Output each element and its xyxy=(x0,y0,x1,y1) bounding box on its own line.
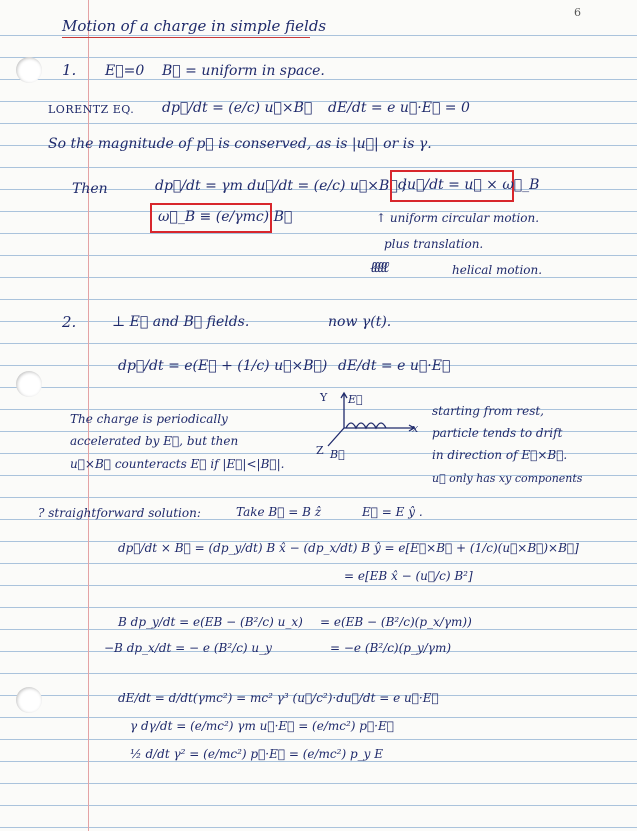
energy-equation-3: ½ d/dt γ² = (e/mc²) p⃗·E⃗ = (e/mc²) p_y E xyxy=(130,747,383,761)
energy-equation: dE/dt = e u⃗·E⃗ = 0 xyxy=(328,100,470,116)
axis-x-label: x xyxy=(412,422,419,435)
component-equation-1-right: = e(EB − (B²/c)(p_x/γm)) xyxy=(320,615,472,629)
punch-hole xyxy=(16,687,42,713)
magnitude-note: So the magnitude of p⃗ is conserved, as is |u⃗| or is γ. xyxy=(48,136,432,152)
solution-label: ? straightforward solution: xyxy=(38,506,201,520)
now-gamma: now γ(t). xyxy=(328,314,392,330)
dp-equation: dp⃗/dt = e(E⃗ + (1/c) u⃗×B⃗) xyxy=(118,358,328,374)
section-2-number: 2. xyxy=(62,313,77,331)
helix-symbol: ℓℓℓℓℓ xyxy=(370,258,387,276)
take-b: Take B⃗ = B ẑ xyxy=(236,505,322,519)
drift-path xyxy=(346,423,386,428)
punch-hole xyxy=(16,371,42,397)
page-number: 6 xyxy=(574,6,581,19)
drift-note-line-1: starting from rest, xyxy=(432,404,544,418)
component-equation-2-left: −B dp_x/dt = − e (B²/c) u_y xyxy=(104,641,272,655)
boxed-omega-text: ω⃗_B ≡ (e/γmc) B⃗ xyxy=(158,209,293,225)
condition-e: E⃗=0 xyxy=(105,63,145,79)
drift-note-line-4: u⃗ only has xy components xyxy=(432,472,583,485)
title-underline xyxy=(62,37,310,38)
energy-equation-2: γ dγ/dt = (e/mc²) γm u⃗·E⃗ = (e/mc²) p⃗·E⃗ xyxy=(130,719,394,733)
translation-note: plus translation. xyxy=(384,237,484,251)
lorentz-label: LORENTZ EQ. xyxy=(48,103,135,116)
axis-b-label: B⃗ xyxy=(330,448,345,461)
drift-note-line-3: in direction of E⃗×B⃗. xyxy=(432,448,568,462)
punch-hole xyxy=(16,57,42,83)
take-e: E⃗ = E ŷ . xyxy=(362,505,423,519)
component-equation-2-right: = −e (B²/c)(p_y/γm) xyxy=(330,641,452,655)
section-2-heading: ⊥ E⃗ and B⃗ fields. xyxy=(112,314,250,330)
condition-b: B⃗ = uniform in space. xyxy=(162,63,325,79)
accel-note-line-1: The charge is periodically xyxy=(70,412,228,426)
axis-z-label: Z xyxy=(316,444,324,457)
cross-equation-1: dp⃗/dt × B⃗ = (dp_y/dt) B x̂ − (dp_x/dt) B ŷ = e[E⃗×B⃗ + (1/c)(u⃗×B⃗)×B⃗] xyxy=(118,541,579,555)
circular-motion-note: ↑ uniform circular motion. xyxy=(376,211,540,225)
helical-note: helical motion. xyxy=(452,263,543,277)
then-equation: dp⃗/dt = γm du⃗/dt = (e/c) u⃗×B⃗ ; xyxy=(155,178,407,194)
section-1-number: 1. xyxy=(62,61,77,79)
de-equation: dE/dt = e u⃗·E⃗ xyxy=(338,358,451,374)
accel-note-line-3: u⃗×B⃗ counteracts E⃗ if |E⃗|<|B⃗|. xyxy=(70,457,285,471)
boxed-du-text: du⃗/dt = u⃗ × ω⃗_B xyxy=(398,177,540,193)
energy-equation-1: dE/dt = d/dt(γmc²) = mc² γ³ (u⃗/c²)·du⃗/dt = e u⃗·E⃗ xyxy=(118,691,439,705)
then-label: Then xyxy=(72,181,108,197)
component-equation-1-left: B dp_y/dt = e(EB − (B²/c) u_x) xyxy=(118,615,303,629)
z-axis-line xyxy=(328,428,344,446)
drift-note-line-2: particle tends to drift xyxy=(432,426,563,440)
accel-note-line-2: accelerated by E⃗, but then xyxy=(70,434,239,448)
cross-equation-2: = e[EB x̂ − (u⃗/c) B²] xyxy=(344,569,473,583)
page-title: Motion of a charge in simple fields xyxy=(62,17,327,35)
axis-e-label: E⃗ xyxy=(348,393,363,406)
axis-y-label: Y xyxy=(320,391,328,404)
lorentz-equation: dp⃗/dt = (e/c) u⃗×B⃗ xyxy=(162,100,313,116)
boxed-equation-omega xyxy=(150,203,293,233)
boxed-equation-du xyxy=(390,170,540,202)
